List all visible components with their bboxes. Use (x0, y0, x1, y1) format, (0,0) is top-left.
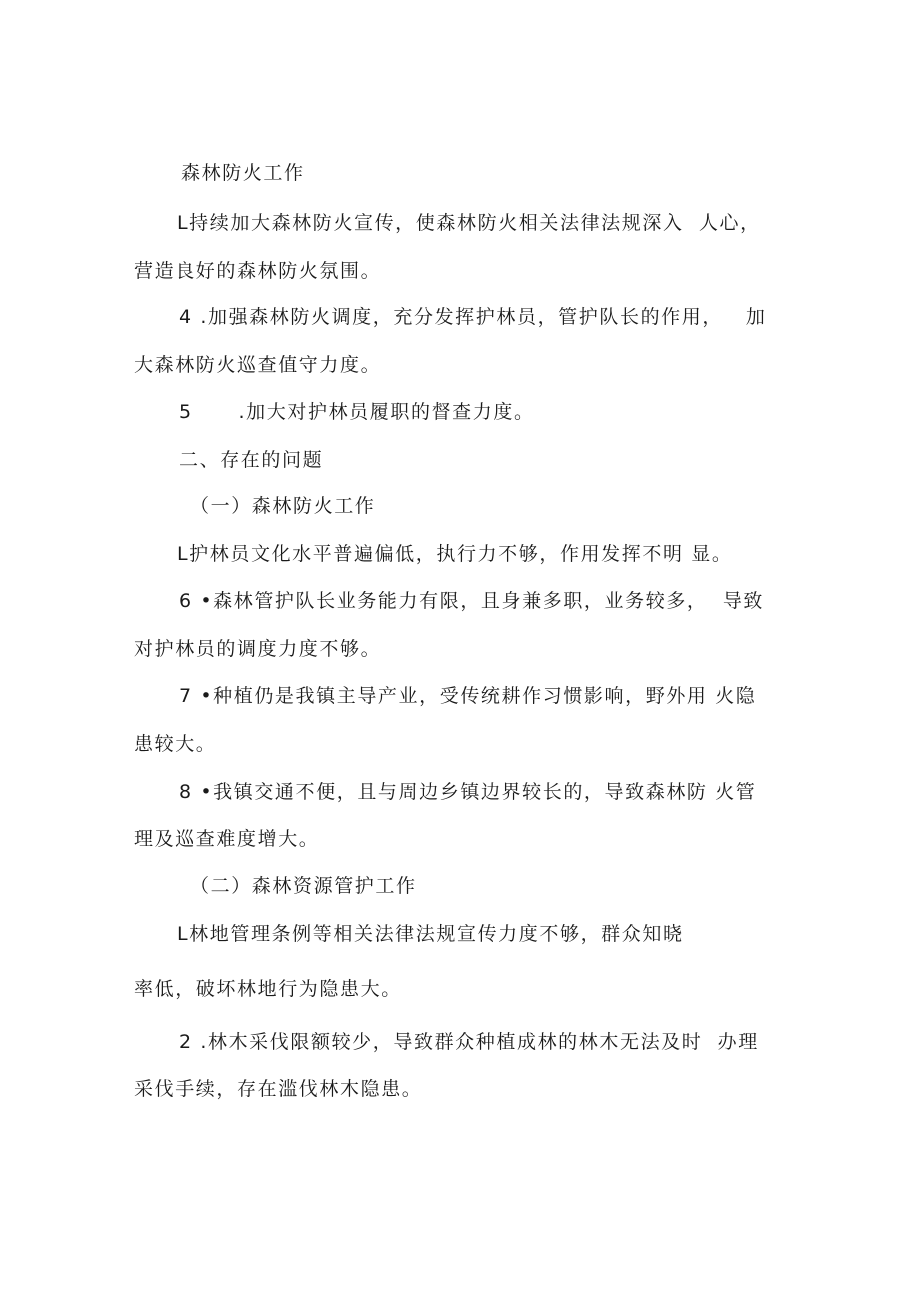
paragraph-line: 采伐手续，存在滥伐林木隐患。 (134, 1078, 423, 1100)
paragraph-line: 7 •种植仍是我镇主导产业，受传统耕作习惯影响，野外用 火隐 (179, 685, 757, 707)
paragraph-line: L持续加大森林防火宣传，使森林防火相关法律法规深入 人心， (177, 212, 761, 234)
subsection-title: （二）森林资源管护工作 (190, 875, 417, 897)
paragraph-line: 大森林防火巡查值守力度。 (134, 354, 382, 376)
paragraph-line: 对护林员的调度力度不够。 (134, 638, 382, 660)
section-title: 二、存在的问题 (179, 449, 324, 471)
paragraph-line: 4 .加强森林防火调度，充分发挥护林员，管护队长的作用， 加 (179, 306, 767, 328)
paragraph-line: 理及巡查难度增大。 (134, 828, 320, 850)
paragraph-line: L林地管理条例等相关法律法规宣传力度不够，群众知晓 (177, 923, 684, 945)
paragraph-line: 营造良好的森林防火氛围。 (134, 260, 382, 282)
paragraph-line: 8 •我镇交通不便，且与周边乡镇边界较长的，导致森林防 火管 (179, 781, 757, 803)
paragraph-line: 率低，破坏林地行为隐患大。 (134, 978, 402, 1000)
paragraph-line: 2 .林木采伐限额较少，导致群众种植成林的林木无法及时 办理 (179, 1031, 759, 1053)
subsection-title: （一）森林防火工作 (190, 495, 376, 517)
paragraph-line: 6 •森林管护队长业务能力有限，且身兼多职，业务较多， 导致 (179, 590, 765, 612)
paragraph-line: 5 .加大对护林员履职的督查力度。 (179, 401, 535, 423)
heading-forest-fire: 森林防火工作 (181, 162, 305, 184)
paragraph-line: L护林员文化水平普遍偏低，执行力不够，作用发挥不明 显。 (177, 543, 733, 565)
paragraph-line: 患较大。 (134, 733, 217, 755)
